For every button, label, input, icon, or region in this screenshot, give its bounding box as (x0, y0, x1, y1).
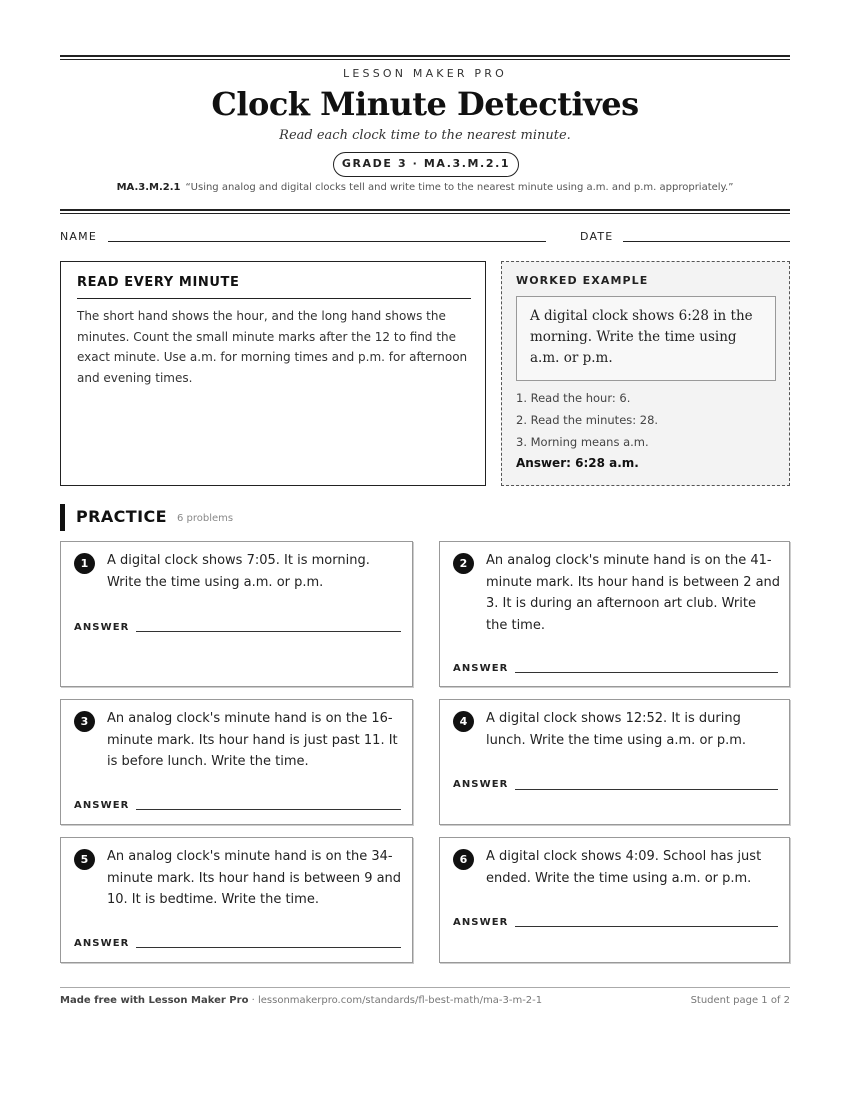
problem-card-5 (60, 837, 413, 963)
problem-card-3 (60, 699, 413, 825)
worked-example-heading: WORKED EXAMPLE (516, 274, 649, 287)
worked-example-step: 2. Read the minutes: 28. (516, 413, 659, 427)
name-label: NAME (60, 230, 97, 243)
answer-label: ANSWER (74, 622, 130, 633)
read-every-minute-box (60, 261, 486, 486)
answer-label: ANSWER (74, 800, 130, 811)
worked-example-step: 1. Read the hour: 6. (516, 391, 631, 405)
problem-text: An analog clock's minute hand is on the 41-minute mark. Its hour hand is between 2 and 3. It is during an afternoon art club. Write the time. (486, 553, 781, 633)
answer-line[interactable] (515, 789, 778, 790)
problem-text: A digital clock shows 12:52. It is during lunch. Write the time using a.m. or p.m. (486, 711, 747, 748)
standard-text: “Using analog and digital clocks tell and write time to the nearest minute using a.m. and p.m. appropriately.” (185, 182, 734, 193)
answer-line[interactable] (136, 947, 401, 948)
problem-card-2 (439, 541, 790, 687)
problem-number-badge: 3 (74, 711, 95, 732)
grade-standard-badge: GRADE 3 · MA.3.M.2.1 (333, 152, 519, 177)
footer-page-number: Student page 1 of 2 (690, 995, 790, 1006)
worksheet-title: Clock Minute Detectives (211, 85, 639, 123)
answer-line[interactable] (136, 809, 401, 810)
problem-text: An analog clock's minute hand is on the 16-minute mark. Its hour hand is just past 11. It is before lunch. Write the time. (107, 711, 398, 769)
footer-credit (60, 995, 542, 1006)
problem-number-badge: 5 (74, 849, 95, 870)
problem-card-1 (60, 541, 413, 687)
practice-heading: PRACTICE (76, 507, 167, 526)
worked-example-answer: Answer: 6:28 a.m. (516, 456, 639, 470)
worked-example-problem: A digital clock shows 6:28 in the morning. Write the time using a.m. or p.m. (516, 296, 776, 381)
answer-label: ANSWER (453, 779, 509, 790)
top-double-rule (60, 55, 790, 60)
footer-url[interactable]: · lessonmakerpro.com/standards/fl-best-math/ma-3-m-2-1 (248, 995, 543, 1006)
brand-name: LESSON MAKER PRO (343, 67, 507, 80)
answer-label: ANSWER (453, 917, 509, 928)
footer-made-with: Made free with Lesson Maker Pro (60, 995, 249, 1006)
problem-card-6 (439, 837, 790, 963)
read-box-divider (77, 298, 471, 299)
footer-rule (60, 987, 790, 988)
date-field-line[interactable] (623, 241, 790, 242)
answer-line[interactable] (136, 631, 401, 632)
standard-code: MA.3.M.2.1 (116, 182, 181, 193)
problem-number-badge: 4 (453, 711, 474, 732)
answer-label: ANSWER (74, 938, 130, 949)
date-label: DATE (580, 230, 614, 243)
problem-card-4 (439, 699, 790, 825)
problem-number-badge: 6 (453, 849, 474, 870)
name-field-line[interactable] (108, 241, 546, 242)
read-box-heading: READ EVERY MINUTE (77, 275, 240, 290)
header-bottom-double-rule (60, 209, 790, 214)
read-box-body: The short hand shows the hour, and the long hand shows the minutes. Count the small minute marks after the 12 to find the exact minute. Use a.m. for morning times and p.m. for afternoon and evening times. (77, 309, 468, 385)
answer-label: ANSWER (453, 663, 509, 674)
worked-example-box (501, 261, 790, 486)
problem-text: A digital clock shows 7:05. It is morning. Write the time using a.m. or p.m. (107, 553, 370, 590)
answer-line[interactable] (515, 672, 778, 673)
problem-number-badge: 2 (453, 553, 474, 574)
answer-line[interactable] (515, 926, 778, 927)
worksheet-page (60, 0, 790, 1100)
problem-text: A digital clock shows 4:09. School has just ended. Write the time using a.m. or p.m. (486, 849, 762, 886)
practice-count: 6 problems (177, 513, 234, 524)
practice-accent-bar (60, 504, 65, 531)
worked-example-step: 3. Morning means a.m. (516, 435, 649, 449)
problem-text: An analog clock's minute hand is on the 34-minute mark. Its hour hand is between 9 and 10. It is bedtime. Write the time. (107, 849, 402, 907)
standard-description (60, 182, 790, 193)
worksheet-subtitle: Read each clock time to the nearest minute. (279, 128, 571, 143)
worked-example-steps (516, 387, 658, 453)
problem-number-badge: 1 (74, 553, 95, 574)
